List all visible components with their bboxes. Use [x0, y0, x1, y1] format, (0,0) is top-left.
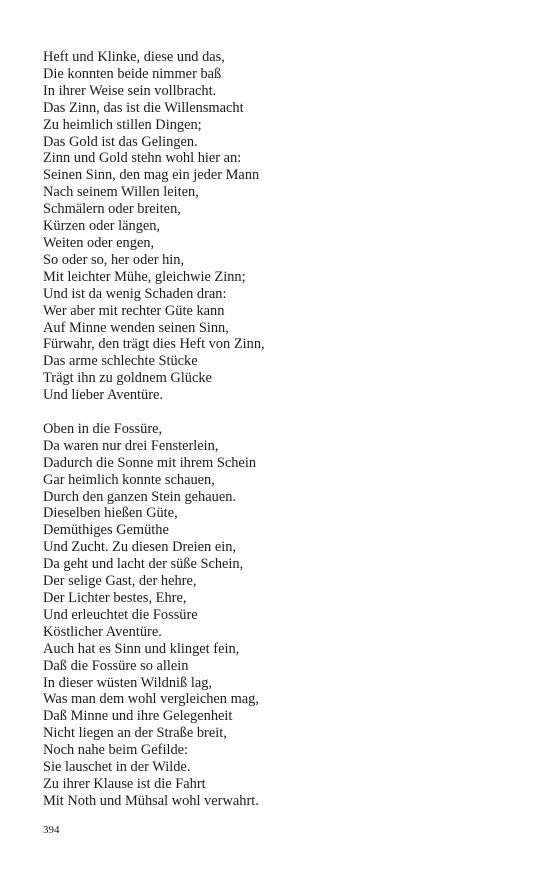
stanza-2 — [43, 421, 523, 810]
verse-line: Das arme schlechte Stücke — [43, 353, 198, 370]
verse-line: Noch nahe beim Gefilde: — [43, 742, 189, 759]
verse-line: Und Zucht. Zu diesen Dreien ein, — [43, 539, 237, 556]
verse-line: In ihrer Weise sein vollbracht. — [43, 82, 217, 99]
verse-line: Auch hat es Sinn und klinget fein, — [43, 640, 240, 657]
verse-line: Sie lauschet in der Wilde. — [43, 759, 191, 776]
verse-line: So oder so, her oder hin, — [43, 251, 185, 268]
verse-line: Trägt ihn zu goldnem Glücke — [43, 370, 212, 387]
verse-line: Zinn und Gold stehn wohl hier an: — [43, 150, 242, 167]
verse-line: Kürzen oder längen, — [43, 218, 161, 235]
verse-line: Nach seinem Willen leiten, — [43, 184, 199, 201]
verse-line: Durch den ganzen Stein gehauen. — [43, 488, 237, 505]
verse-line: Köstlicher Aventüre. — [43, 623, 162, 640]
verse-line: Nicht liegen an der Straße breit, — [43, 725, 227, 742]
verse-line: Das Zinn, das ist die Willensmacht — [43, 99, 244, 116]
verse-line: Daß Minne und ihre Gelegenheit — [43, 708, 233, 725]
page-number: 394 — [43, 824, 60, 836]
verse-line: Und ist da wenig Schaden dran: — [43, 285, 227, 302]
verse-line: Zu heimlich stillen Dingen; — [43, 116, 202, 133]
verse-line: Mit leichter Mühe, gleichwie Zinn; — [43, 268, 246, 285]
verse-line: Mit Noth und Mühsal wohl verwahrt. — [43, 792, 259, 809]
verse-line: In dieser wüsten Wildniß lag, — [43, 674, 213, 691]
verse-line: Weiten oder engen, — [43, 234, 155, 251]
verse-line: Und lieber Aventüre. — [43, 387, 164, 404]
verse-line: Daß die Fossüre so allein — [43, 657, 189, 674]
verse-line: Heft und Klinke, diese und das, — [43, 49, 225, 65]
verse-line: Zu ihrer Klause ist die Fahrt — [43, 775, 206, 792]
verse-line: Demüthiges Gemüthe — [43, 522, 169, 539]
verse-line: Was man dem wohl vergleichen mag, — [43, 691, 259, 708]
verse-line: Der Lichter bestes, Ehre, — [43, 589, 187, 606]
verse-line: Oben in die Fossüre, — [43, 420, 163, 437]
verse-line: Der selige Gast, der hehre, — [43, 573, 197, 590]
verse-line: Wer aber mit rechter Güte kann — [43, 302, 225, 319]
verse-line: Seinen Sinn, den mag ein jeder Mann — [43, 167, 260, 184]
verse-line: Auf Minne wenden seinen Sinn, — [43, 319, 229, 336]
verse-line: Dadurch die Sonne mit ihrem Schein — [43, 454, 257, 471]
stanza-1 — [43, 49, 523, 404]
verse-line: Die konnten beide nimmer baß — [43, 65, 222, 82]
verse-line: Schmälern oder breiten, — [43, 201, 181, 218]
verse-line: Da geht und lacht der süße Schein, — [43, 556, 244, 573]
verse-line: Das Gold ist das Gelingen. — [43, 133, 198, 150]
verse-line: Gar heimlich konnte schauen, — [43, 471, 215, 488]
verse-line: Und erleuchtet die Fossüre — [43, 606, 198, 623]
verse-line: Fürwahr, den trägt dies Heft von Zinn, — [43, 336, 265, 353]
verse-line: Dieselben hießen Güte, — [43, 505, 178, 522]
verse-line: Da waren nur drei Fensterlein, — [43, 437, 219, 454]
poem-text — [43, 49, 523, 810]
